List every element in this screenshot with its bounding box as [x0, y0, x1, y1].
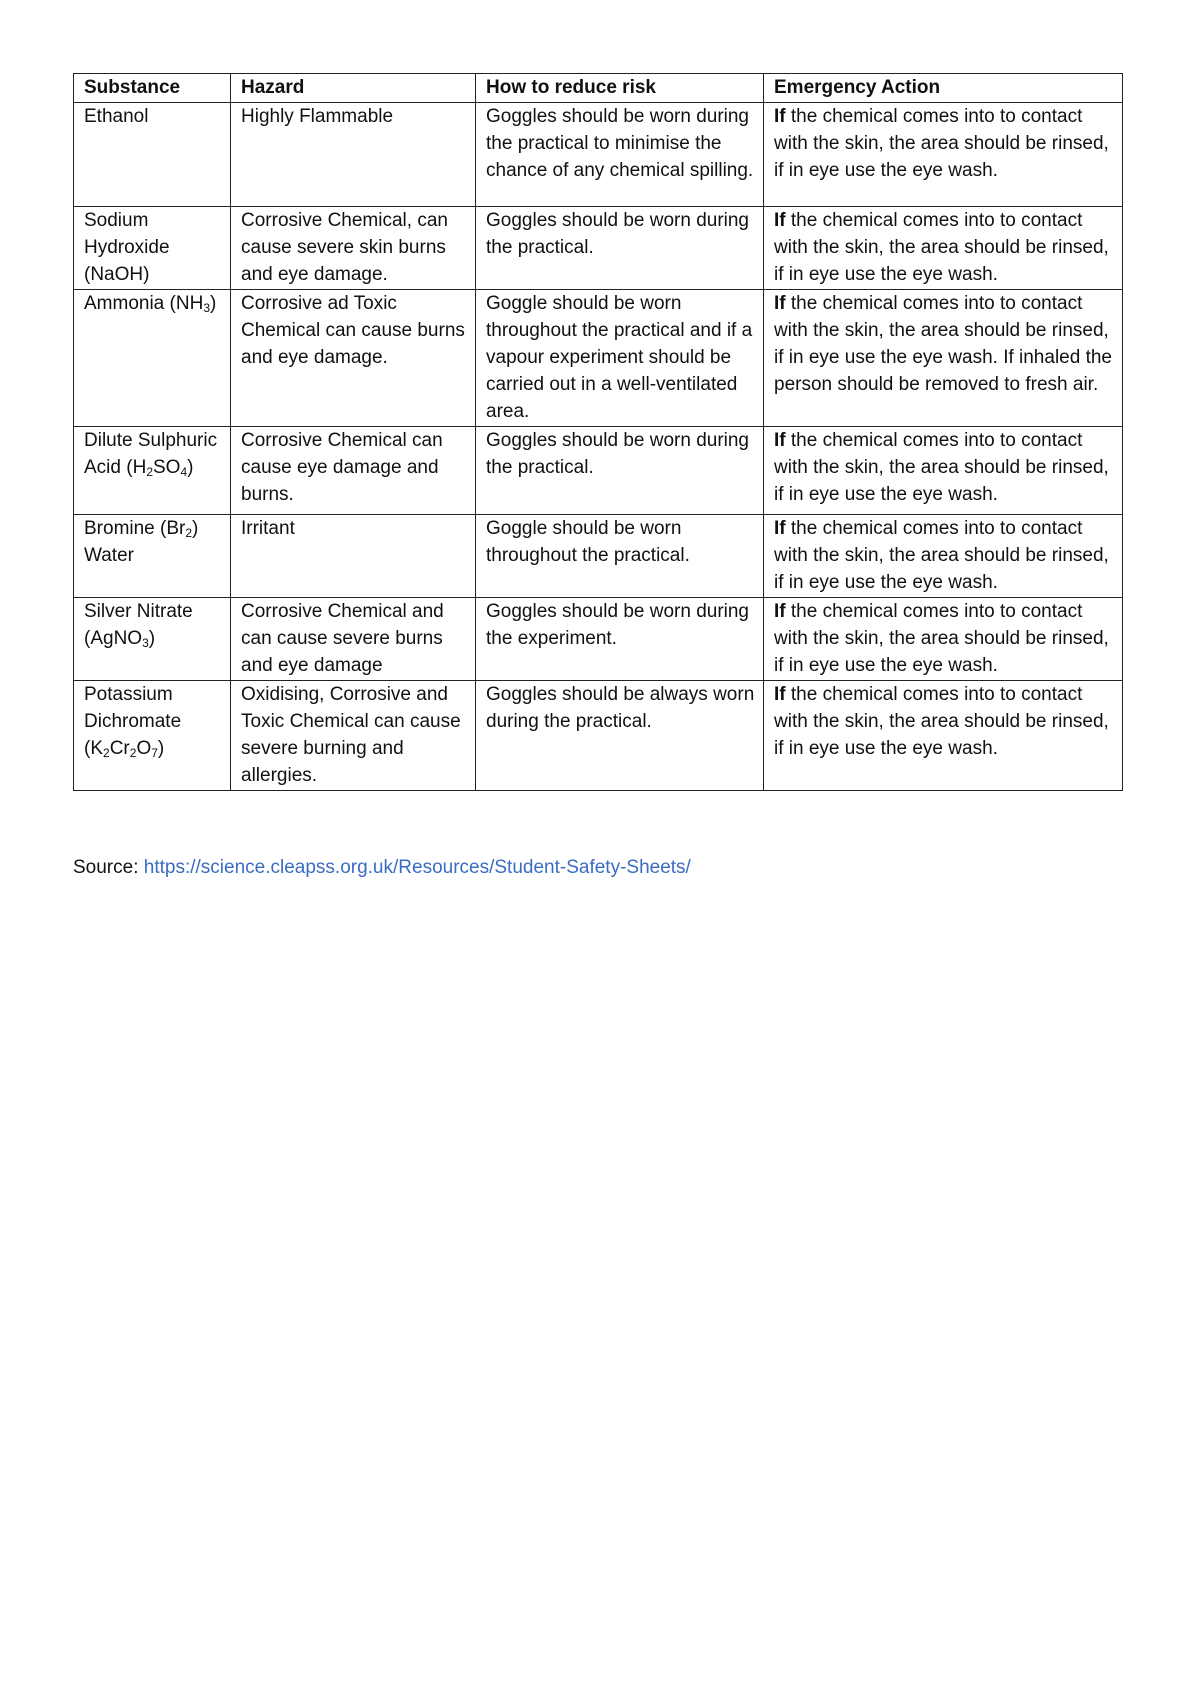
hazard-cell: Corrosive Chemical and can cause severe burns and eye damage	[231, 598, 476, 681]
table-row	[74, 598, 1123, 681]
formula-subscript: 2	[185, 526, 193, 540]
source-line	[73, 854, 691, 881]
source-link[interactable]: https://science.cleapss.org.uk/Resources/Student-Safety-Sheets/	[143, 857, 691, 878]
reduce-risk-cell: Goggles should be worn during the practical.	[476, 427, 764, 515]
reduce-risk-cell: Goggles should be always worn during the practical.	[476, 681, 764, 791]
substance-cell	[74, 598, 231, 681]
formula-text: (Br	[160, 518, 186, 539]
reduce-risk-cell: Goggle should be worn throughout the practical and if a vapour experiment should be carried out in a well-ventilated area.	[476, 290, 764, 427]
hazard-cell: Corrosive ad Toxic Chemical can cause burns and eye damage.	[231, 290, 476, 427]
emergency-rest-text: the chemical comes into to contact with the skin, the area should be rinsed, if in eye use the eye wash.	[774, 601, 1109, 676]
table-body	[74, 103, 1123, 791]
substance-formula	[84, 738, 164, 759]
formula-text: (NaOH)	[84, 264, 150, 285]
formula-text: (K	[84, 738, 103, 759]
hazard-cell: Corrosive Chemical, can cause severe skin burns and eye damage.	[231, 207, 476, 290]
substance-cell	[74, 207, 231, 290]
substance-name: Potassium Dichromate	[84, 684, 182, 732]
table-row	[74, 290, 1123, 427]
hazard-cell: Corrosive Chemical can cause eye damage and burns.	[231, 427, 476, 515]
emergency-action-text	[774, 515, 1116, 596]
emergency-action-text	[774, 103, 1116, 184]
substance-cell	[74, 103, 231, 207]
formula-subscript: 2	[129, 746, 137, 760]
formula-text: )	[148, 628, 156, 649]
table-row	[74, 103, 1123, 207]
formula-text: (NH	[169, 293, 204, 314]
hazard-cell: Highly Flammable	[231, 103, 476, 207]
emergency-if-word: If	[774, 601, 786, 622]
table-row	[74, 515, 1123, 598]
reduce-risk-cell: Goggles should be worn during the practical to minimise the chance of any chemical spilling.	[476, 103, 764, 207]
substance-name: Silver Nitrate	[84, 601, 193, 622]
emergency-if-word: If	[774, 518, 786, 539]
emergency-if-word: If	[774, 684, 786, 705]
table-row	[74, 207, 1123, 290]
table-row	[74, 681, 1123, 791]
substance-cell	[74, 427, 231, 515]
substance-cell	[74, 290, 231, 427]
emergency-if-word: If	[774, 210, 786, 231]
table-header-row	[74, 74, 1123, 103]
substance-formula	[126, 457, 193, 478]
header-hazard: Hazard	[231, 74, 476, 103]
emergency-action-cell	[764, 515, 1123, 598]
header-substance: Substance	[74, 74, 231, 103]
substance-name: Sodium Hydroxide	[84, 210, 170, 258]
substance-cell	[74, 515, 231, 598]
formula-subscript: 3	[142, 636, 149, 650]
header-emergency-action: Emergency Action	[764, 74, 1123, 103]
hazard-cell: Oxidising, Corrosive and Toxic Chemical can cause severe burning and allergies.	[231, 681, 476, 791]
substance-formula	[160, 518, 198, 539]
source-label: Source:	[73, 857, 139, 878]
substance-formula	[170, 293, 217, 314]
emergency-action-cell	[764, 207, 1123, 290]
formula-subscript: 2	[146, 465, 153, 479]
emergency-action-text	[774, 427, 1116, 508]
safety-table	[73, 73, 1123, 791]
emergency-if-word: If	[774, 106, 786, 127]
table-row	[74, 427, 1123, 515]
emergency-rest-text: the chemical comes into to contact with the skin, the area should be rinsed, if in eye use the eye wash. If inhaled the person should be removed to fresh air.	[774, 293, 1112, 395]
emergency-if-word: If	[774, 293, 786, 314]
substance-formula	[84, 628, 155, 649]
formula-text: SO	[153, 457, 181, 478]
emergency-rest-text: the chemical comes into to contact with the skin, the area should be rinsed, if in eye use the eye wash.	[774, 518, 1109, 593]
formula-text: )	[210, 293, 217, 314]
emergency-action-text	[774, 207, 1116, 288]
header-reduce-risk: How to reduce risk	[476, 74, 764, 103]
emergency-action-cell	[764, 598, 1123, 681]
emergency-action-text	[774, 598, 1116, 679]
substance-name: Ethanol	[84, 106, 149, 127]
reduce-risk-cell: Goggles should be worn during the practical.	[476, 207, 764, 290]
substance-name: Bromine	[84, 518, 155, 539]
formula-subscript: 4	[180, 465, 188, 479]
substance-name: Ammonia	[84, 293, 165, 314]
emergency-if-word: If	[774, 430, 786, 451]
emergency-action-text	[774, 290, 1116, 398]
substance-suffix: Water	[84, 545, 134, 566]
emergency-action-cell	[764, 681, 1123, 791]
emergency-action-cell	[764, 290, 1123, 427]
formula-subscript: 7	[151, 746, 158, 760]
formula-subscript: 3	[203, 301, 210, 315]
emergency-rest-text: the chemical comes into to contact with the skin, the area should be rinsed, if in eye use the eye wash.	[774, 210, 1109, 285]
substance-cell	[74, 681, 231, 791]
hazard-cell: Irritant	[231, 515, 476, 598]
emergency-action-text	[774, 681, 1116, 762]
formula-subscript: 2	[103, 746, 110, 760]
emergency-action-cell	[764, 427, 1123, 515]
substance-formula	[84, 264, 149, 285]
formula-text: )	[187, 457, 194, 478]
reduce-risk-cell: Goggle should be worn throughout the practical.	[476, 515, 764, 598]
formula-text: )	[192, 518, 199, 539]
emergency-rest-text: the chemical comes into to contact with the skin, the area should be rinsed, if in eye use the eye wash.	[774, 106, 1109, 181]
emergency-rest-text: the chemical comes into to contact with the skin, the area should be rinsed, if in eye use the eye wash.	[774, 684, 1109, 759]
emergency-action-cell	[764, 103, 1123, 207]
emergency-rest-text: the chemical comes into to contact with the skin, the area should be rinsed, if in eye use the eye wash.	[774, 430, 1109, 505]
substance-name: Dilute Sulphuric Acid	[84, 430, 218, 478]
formula-text: )	[157, 738, 165, 759]
formula-text: (AgNO	[84, 628, 143, 649]
reduce-risk-cell: Goggles should be worn during the experiment.	[476, 598, 764, 681]
formula-text: (H	[126, 457, 147, 478]
formula-text: O	[136, 738, 152, 759]
formula-text: Cr	[109, 738, 130, 759]
